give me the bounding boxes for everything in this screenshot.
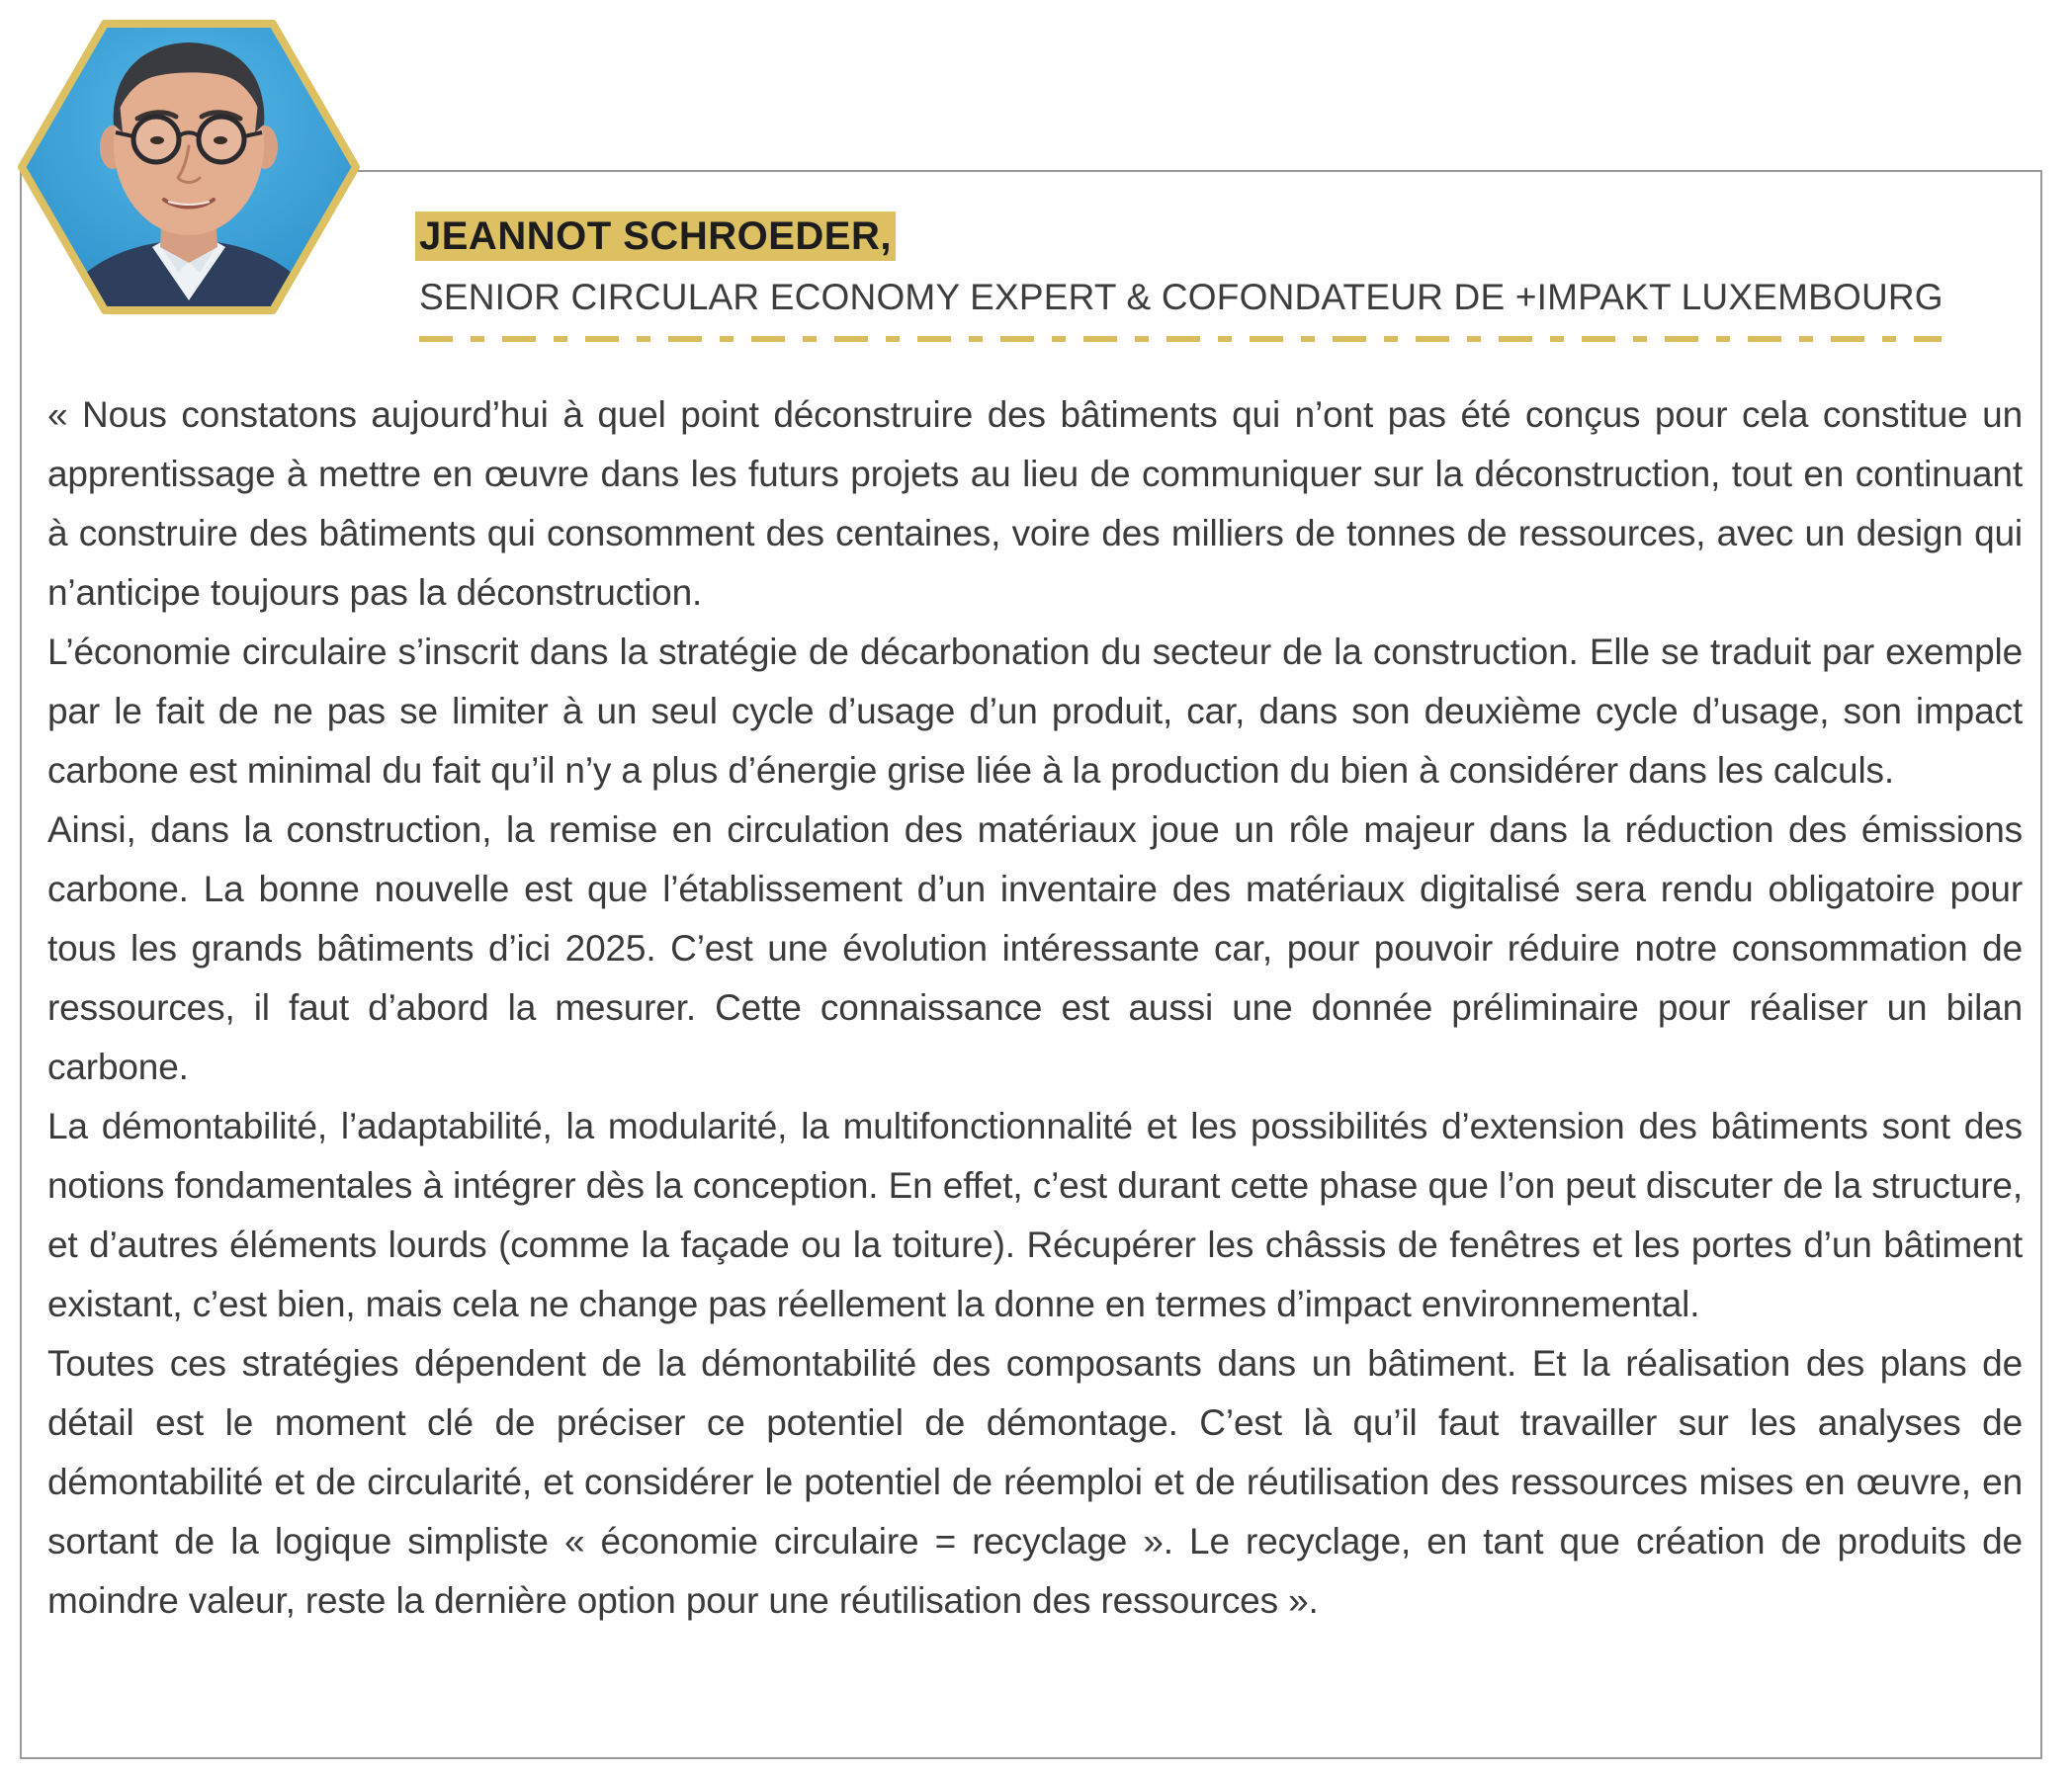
dashed-divider	[419, 336, 1942, 342]
quote-paragraph: « Nous constatons aujourd’hui à quel point déconstruire des bâtiments qui n’ont pas été conçus pour cela constitue un apprentissage à mettre en œuvre dans les futurs projets au lieu de communiquer sur la déconstruction, tout en continuant à construire des bâtiments qui consomment des centaines, voire des milliers de tonnes de ressources, avec un design qui n’anticipe toujours pas la déconstruction.	[47, 394, 2023, 613]
quote-paragraph: Toutes ces stratégies dépendent de la démontabilité des composants dans un bâtiment. Et la réalisation des plans de détail est le moment clé de préciser ce potentiel de démontage. C’est là qu’il faut travailler sur les analyses de démontabilité et de circularité, et considérer le potentiel de réemploi et de réutilisation des ressources mises en œuvre, en sortant de la logique simpliste « économie circulaire = recyclage ». Le recyclage, en tant que création de produits de moindre valeur, reste la dernière option pour une réutilisation des ressources ».	[47, 1343, 2023, 1621]
author-role: SENIOR CIRCULAR ECONOMY EXPERT & COFONDATEUR DE +IMPAKT LUXEMBOURG	[419, 277, 1943, 317]
quote-text	[47, 385, 2023, 1631]
quote-paragraph: La démontabilité, l’adaptabilité, la modularité, la multifonctionnalité et les possibilités d’extension des bâtiments sont des notions fondamentales à intégrer dès la conception. En effet, c’est durant cette phase que l’on peut discuter de la structure, et d’autres éléments lourds (comme la façade ou la toiture). Récupérer les châssis de fenêtres et les portes d’un bâtiment existant, c’est bien, mais cela ne change pas réellement la donne en termes d’impact environnemental.	[47, 1106, 2023, 1324]
quote-paragraph: Ainsi, dans la construction, la remise en circulation des matériaux joue un rôle majeur dans la réduction des émissions carbone. La bonne nouvelle est que l’établissement d’un inventaire des matériaux digitalisé sera rendu obligatoire pour tous les grands bâtiments d’ici 2025. C’est une évolution intéressante car, pour pouvoir réduire notre consommation de ressources, il faut d’abord la mesurer. Cette connaissance est aussi une donnée préliminaire pour réaliser un bilan carbone.	[47, 809, 2023, 1087]
author-portrait	[14, 14, 364, 320]
quote-paragraph: L’économie circulaire s’inscrit dans la stratégie de décarbonation du secteur de la construction. Elle se traduit par exemple par le fait de ne pas se limiter à un seul cycle d’usage d’un produit, car, dans son deuxième cycle d’usage, son impact carbone est minimal du fait qu’il n’y a plus d’énergie grise liée à la production du bien à considérer dans les calculs.	[47, 632, 2023, 791]
author-name: JEANNOT SCHROEDER,	[415, 211, 896, 261]
